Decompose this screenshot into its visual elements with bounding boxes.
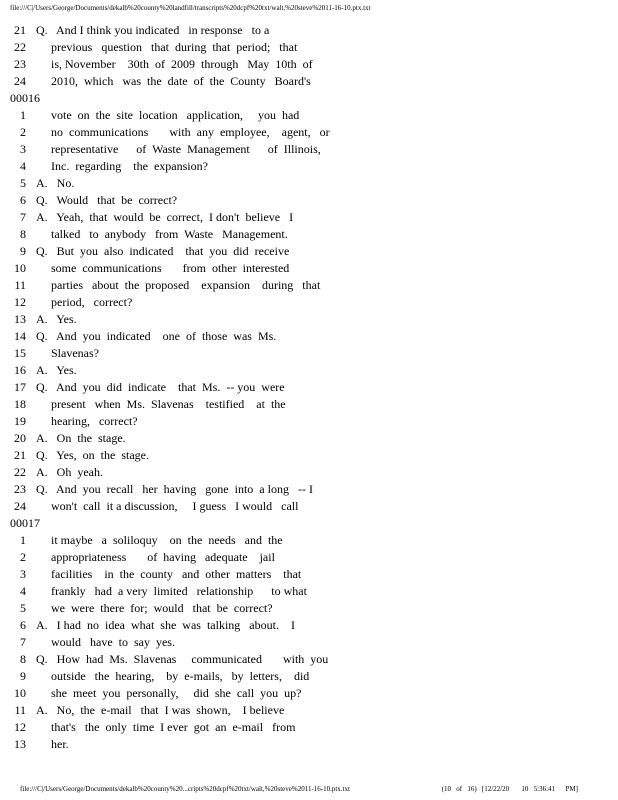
- line-text: it maybe a soliloquy on the needs and the: [36, 533, 283, 547]
- line-number: 19: [14, 414, 26, 428]
- line-number: 16: [14, 363, 26, 377]
- transcript-line: [0, 209, 618, 226]
- line-number: 14: [14, 329, 26, 343]
- transcript-line: [0, 39, 618, 56]
- line-text: frankly had a very limited relationship to what: [36, 584, 307, 598]
- line-text: A. I had no idea what she was talking about. I: [36, 618, 295, 632]
- transcript-line: [0, 107, 618, 124]
- line-text: previous question that during that period; that: [36, 40, 298, 54]
- line-text: would have to say yes.: [36, 635, 175, 649]
- line-text: Q. Yes, on the stage.: [36, 448, 149, 462]
- transcript-line: [0, 141, 618, 158]
- transcript-line: [0, 277, 618, 294]
- line-number: 8: [20, 652, 26, 666]
- line-number: 21: [14, 448, 26, 462]
- line-number: 23: [14, 482, 26, 496]
- transcript-line: [0, 668, 618, 685]
- line-text: 2010, which was the date of the County Board's: [36, 74, 311, 88]
- line-number: 6: [20, 618, 26, 632]
- transcript-line: [0, 226, 618, 243]
- line-text: Q. And you recall her having gone into a long -- I: [36, 482, 313, 496]
- line-number: 11: [14, 278, 26, 292]
- transcript-line: [0, 736, 618, 753]
- line-text: vote on the site location application, you had: [36, 108, 300, 122]
- transcript-line: [0, 311, 618, 328]
- page-number: 00017: [10, 516, 40, 530]
- transcript-line: [0, 243, 618, 260]
- line-number: 13: [14, 312, 26, 326]
- line-number: 9: [20, 669, 26, 683]
- line-number: 11: [14, 703, 26, 717]
- file-path-header: file:///C|/Users/George/Documents/dekalb%20county%20landfill/transcripts%20dcpf%20txt/walt,%20steve%2011-16-10.ptx.txt: [10, 4, 371, 12]
- line-number: 22: [14, 40, 26, 54]
- line-number: 18: [14, 397, 26, 411]
- line-number: 23: [14, 57, 26, 71]
- line-text: outside the hearing, by e-mails, by letters, did: [36, 669, 310, 683]
- line-text: talked to anybody from Waste Management.: [36, 227, 288, 241]
- file-path-footer: file:///C|/Users/George/Documents/dekalb%20county%20...cripts%20dcpf%20txt/walt,%20steve%2011-16-10.ptx.txt: [20, 785, 350, 793]
- line-number: 9: [20, 244, 26, 258]
- line-text: her.: [36, 737, 69, 751]
- page-number: 00016: [10, 91, 40, 105]
- line-number: 20: [14, 431, 26, 445]
- transcript-line: [0, 328, 618, 345]
- line-number: 5: [20, 176, 26, 190]
- transcript-line: [0, 566, 618, 583]
- line-text: parties about the proposed expansion during that: [36, 278, 321, 292]
- line-number: 12: [14, 295, 26, 309]
- line-number: 8: [20, 227, 26, 241]
- line-number: 2: [20, 125, 26, 139]
- line-text: A. Yes.: [36, 312, 77, 326]
- line-text: facilities in the county and other matters that: [36, 567, 302, 581]
- line-text: period, correct?: [36, 295, 133, 309]
- line-text: she meet you personally, did she call you up?: [36, 686, 302, 700]
- line-text: Q. Would that be correct?: [36, 193, 178, 207]
- line-text: A. Oh yeah.: [36, 465, 103, 479]
- transcript-line: [0, 362, 618, 379]
- transcript-line: [0, 447, 618, 464]
- line-number: 10: [14, 261, 26, 275]
- line-text: A. No, the e-mail that I was shown, I believe: [36, 703, 285, 717]
- transcript-line: [0, 73, 618, 90]
- line-text: A. On the stage.: [36, 431, 126, 445]
- transcript-line: [0, 702, 618, 719]
- line-text: Inc. regarding the expansion?: [36, 159, 208, 173]
- line-text: Slavenas?: [36, 346, 99, 360]
- line-number: 3: [20, 567, 26, 581]
- line-text: A. No.: [36, 176, 75, 190]
- transcript-body: [0, 22, 618, 753]
- line-number: 2: [20, 550, 26, 564]
- transcript-line: [0, 158, 618, 175]
- transcript-line: [0, 685, 618, 702]
- line-number: 1: [20, 108, 26, 122]
- line-number: 3: [20, 142, 26, 156]
- line-text: Q. How had Ms. Slavenas communicated with you: [36, 652, 329, 666]
- page-info-footer: (10 of 16) [12/22/20 10 5:36:41 PM]: [441, 785, 578, 793]
- transcript-line: [0, 532, 618, 549]
- transcript-line: [0, 175, 618, 192]
- line-text: A. Yes.: [36, 363, 77, 377]
- line-number: 22: [14, 465, 26, 479]
- transcript-line: [0, 549, 618, 566]
- line-text: Q. And you indicated one of those was Ms.: [36, 329, 277, 343]
- line-text: representative of Waste Management of Illinois,: [36, 142, 321, 156]
- page-marker: [0, 515, 618, 532]
- line-text: is, November 30th of 2009 through May 10th of: [36, 57, 313, 71]
- line-number: 12: [14, 720, 26, 734]
- line-number: 4: [20, 159, 26, 173]
- line-text: won't call it a discussion, I guess I would call: [36, 499, 299, 513]
- page-marker: [0, 90, 618, 107]
- transcript-line: [0, 413, 618, 430]
- transcript-line: [0, 634, 618, 651]
- transcript-line: [0, 345, 618, 362]
- line-number: 10: [14, 686, 26, 700]
- line-text: we were there for; would that be correct?: [36, 601, 273, 615]
- line-text: Q. But you also indicated that you did receive: [36, 244, 290, 258]
- transcript-line: [0, 379, 618, 396]
- line-number: 7: [20, 210, 26, 224]
- transcript-line: [0, 651, 618, 668]
- line-number: 17: [14, 380, 26, 394]
- line-number: 5: [20, 601, 26, 615]
- line-number: 15: [14, 346, 26, 360]
- line-number: 7: [20, 635, 26, 649]
- transcript-line: [0, 600, 618, 617]
- line-number: 24: [14, 499, 26, 513]
- line-number: 1: [20, 533, 26, 547]
- transcript-line: [0, 192, 618, 209]
- line-text: some communications from other interested: [36, 261, 290, 275]
- transcript-line: [0, 719, 618, 736]
- transcript-line: [0, 124, 618, 141]
- transcript-line: [0, 396, 618, 413]
- line-number: 4: [20, 584, 26, 598]
- line-number: 6: [20, 193, 26, 207]
- line-number: 13: [14, 737, 26, 751]
- line-text: that's the only time I ever got an e-mail from: [36, 720, 296, 734]
- line-number: 21: [14, 23, 26, 37]
- line-text: Q. And I think you indicated in response to a: [36, 23, 270, 37]
- transcript-line: [0, 583, 618, 600]
- line-text: hearing, correct?: [36, 414, 138, 428]
- line-number: 24: [14, 74, 26, 88]
- transcript-line: [0, 481, 618, 498]
- transcript-line: [0, 430, 618, 447]
- transcript-line: [0, 464, 618, 481]
- transcript-line: [0, 22, 618, 39]
- line-text: appropriateness of having adequate jail: [36, 550, 275, 564]
- transcript-line: [0, 294, 618, 311]
- transcript-line: [0, 260, 618, 277]
- line-text: no communications with any employee, agent, or: [36, 125, 330, 139]
- transcript-line: [0, 617, 618, 634]
- line-text: Q. And you did indicate that Ms. -- you were: [36, 380, 285, 394]
- transcript-line: [0, 498, 618, 515]
- line-text: present when Ms. Slavenas testified at the: [36, 397, 286, 411]
- transcript-line: [0, 56, 618, 73]
- line-text: A. Yeah, that would be correct, I don't believe I: [36, 210, 294, 224]
